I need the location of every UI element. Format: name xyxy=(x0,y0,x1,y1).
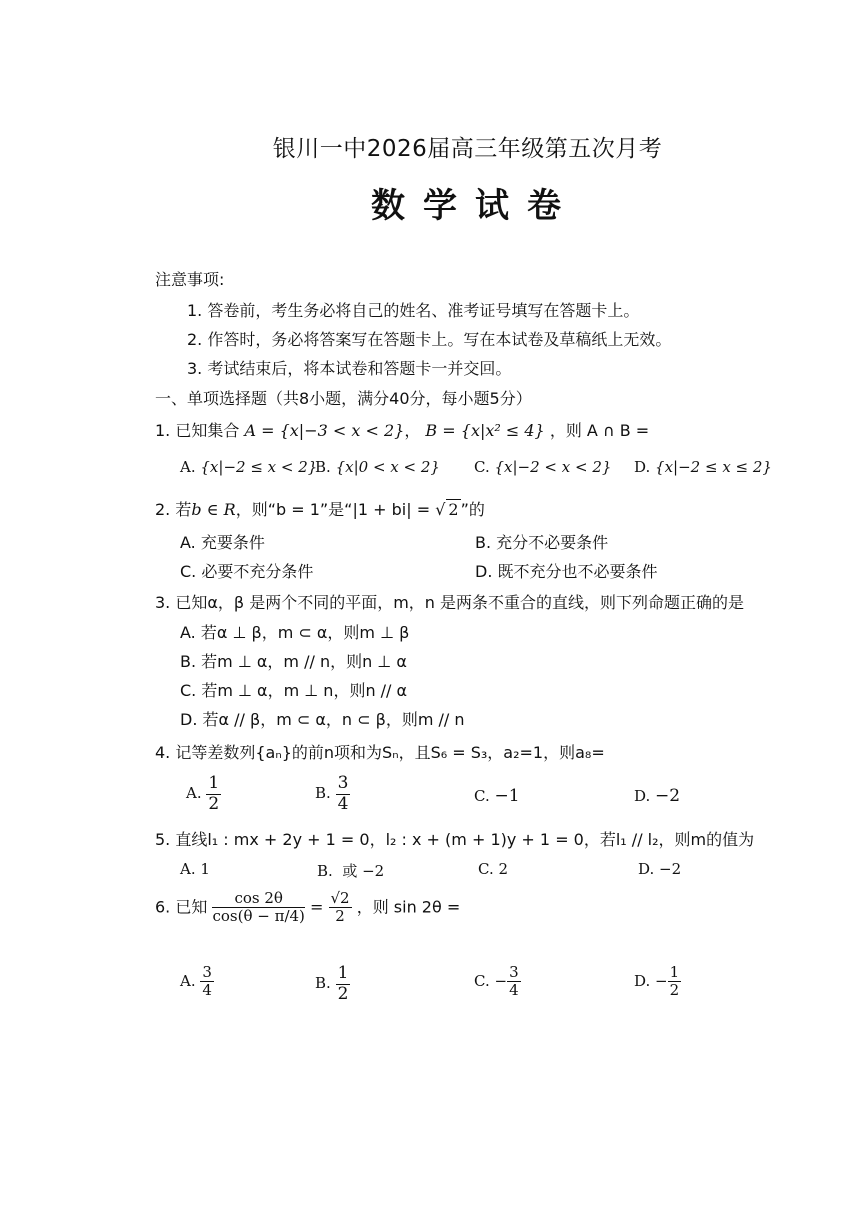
sqrt-value: 2 xyxy=(448,500,459,519)
fraction-denominator: cos(θ − π/4) xyxy=(212,907,305,926)
condition: b ∈ R xyxy=(191,500,236,519)
option-text: −1 xyxy=(494,786,520,806)
option-d[interactable] xyxy=(634,786,680,806)
option-text: 既不充分也不必要条件 xyxy=(497,562,658,581)
option-label: C. xyxy=(474,971,490,990)
option-label: B. xyxy=(317,862,333,880)
option-c[interactable] xyxy=(478,860,508,878)
option-a[interactable] xyxy=(180,860,210,878)
option-d[interactable] xyxy=(180,707,465,730)
question-text: ，则 sin 2θ = xyxy=(356,897,461,917)
question-text: 已知α，β 是两个不同的平面，m，n 是两条不重合的直线，则下列命题正确的是 xyxy=(175,593,745,612)
question-number: 3. xyxy=(155,593,171,612)
option-d[interactable] xyxy=(634,964,681,1000)
option-a[interactable] xyxy=(180,530,265,553)
question-number: 5. xyxy=(155,830,171,849)
question-1: 1. 已知集合 A = {x|−3 < x < 2}， B = {x|x² ≤ 4} ，则 A ∩ B = xyxy=(155,421,650,440)
question-text: 直线l₁ : mx + 2y + 1 = 0，l₂ : x + (m + 1)y + 1 = 0，若l₁ // l₂，则m的值为 xyxy=(175,830,755,849)
option-d[interactable] xyxy=(475,559,658,582)
question-number: 2. xyxy=(155,500,171,519)
option-text: 若m ⊥ α，m // n，则n ⊥ α xyxy=(201,652,407,671)
option-text: {x|−2 < x < 2} xyxy=(494,458,612,476)
option-text: {x|0 < x < 2} xyxy=(335,458,440,476)
option-d[interactable] xyxy=(638,860,681,878)
option-label: C. xyxy=(180,681,197,700)
option-label: D. xyxy=(638,860,655,878)
exam-title: 银川一中2026届高三年级第五次月考 xyxy=(272,136,663,162)
question-number: 1. xyxy=(155,421,171,440)
question-text: 若 xyxy=(175,500,192,519)
option-label: C. xyxy=(474,458,490,476)
sqrt-sign: √ xyxy=(435,500,446,519)
option-sign: − xyxy=(655,971,668,990)
option-a[interactable] xyxy=(180,458,317,476)
option-sign: − xyxy=(494,971,508,990)
fraction-numerator: 3 xyxy=(202,963,212,981)
set-a: A = {x|−3 < x < 2} xyxy=(244,421,405,440)
section-heading: 一、单项选择题（共8小题，满分40分，每小题5分） xyxy=(155,389,532,408)
fraction xyxy=(336,774,351,814)
option-label: D. xyxy=(475,562,493,581)
option-b[interactable] xyxy=(315,774,350,814)
option-a[interactable] xyxy=(180,964,214,1000)
question-text: ，则“b = 1”是“|1 + bi| = xyxy=(235,500,431,519)
option-b[interactable] xyxy=(315,964,350,1004)
notice-item: 1. 答卷前，考生务必将自己的姓名、准考证号填写在答题卡上。 xyxy=(187,301,640,320)
option-text: 若α // β，m ⊂ α，n ⊂ β，则m // n xyxy=(202,710,465,729)
option-label: C. xyxy=(474,787,490,805)
option-text: 若α ⊥ β，m ⊂ α，则m ⊥ β xyxy=(200,623,410,642)
option-label: B. xyxy=(475,533,492,552)
question-ask: ，则 A ∩ B = xyxy=(549,421,650,440)
option-a[interactable] xyxy=(186,774,221,814)
option-text: −2 xyxy=(655,786,681,806)
exam-subtitle: 数学试卷 xyxy=(371,186,579,226)
option-label: D. xyxy=(634,971,651,990)
option-d[interactable] xyxy=(634,458,772,476)
fraction xyxy=(336,964,351,1004)
option-text: 若m ⊥ α，m ⊥ n，则n // α xyxy=(201,681,408,700)
fraction-numerator: 1 xyxy=(669,963,680,981)
fraction-numerator: 3 xyxy=(509,963,519,981)
option-text: 必要不充分条件 xyxy=(201,562,314,581)
notice-item: 2. 作答时，务必将答案写在答题卡上。写在本试卷及草稿纸上无效。 xyxy=(187,330,672,349)
option-b[interactable] xyxy=(315,458,440,476)
option-label: A. xyxy=(180,533,196,552)
option-b[interactable] xyxy=(317,860,384,881)
fraction-denominator: 4 xyxy=(202,981,212,1000)
option-text: {x|−2 ≤ x ≤ 2} xyxy=(655,458,772,476)
option-label: A. xyxy=(180,458,196,476)
question-number: 6. xyxy=(155,897,171,917)
notice-heading: 注意事项: xyxy=(155,270,225,289)
question-6 xyxy=(155,890,460,926)
fraction xyxy=(200,964,214,1000)
set-b: B = {x|x² ≤ 4} xyxy=(425,421,545,440)
fraction xyxy=(212,890,304,926)
fraction xyxy=(206,774,221,814)
option-label: B. xyxy=(315,784,331,803)
option-label: B. xyxy=(315,458,331,476)
fraction xyxy=(329,890,352,926)
question-text: ”的 xyxy=(460,500,485,519)
option-c[interactable] xyxy=(474,786,520,806)
fraction-denominator: 2 xyxy=(337,983,349,1004)
fraction-denominator: 4 xyxy=(509,981,519,1000)
option-label: A. xyxy=(186,784,202,803)
fraction-numerator: 1 xyxy=(337,963,349,983)
equals-sign: = xyxy=(310,897,324,917)
option-text: 2 xyxy=(498,860,509,878)
option-c[interactable] xyxy=(474,458,611,476)
option-label: A. xyxy=(180,860,196,878)
option-label: A. xyxy=(180,971,196,990)
fraction xyxy=(668,964,682,1000)
option-label: B. xyxy=(315,974,331,993)
question-2 xyxy=(155,497,485,520)
fraction-numerator: 3 xyxy=(337,773,349,793)
question-text: 记等差数列{aₙ}的前n项和为Sₙ，且S₆ = S₃，a₂=1，则a₈= xyxy=(175,743,605,762)
option-label: D. xyxy=(634,458,651,476)
question-3 xyxy=(155,590,744,613)
question-text: 已知 xyxy=(175,897,208,917)
option-text: 1 xyxy=(200,860,210,878)
option-label: C. xyxy=(180,562,197,581)
option-label: C. xyxy=(478,860,494,878)
option-c[interactable] xyxy=(180,559,313,582)
question-5 xyxy=(155,827,754,850)
option-b[interactable] xyxy=(180,649,407,672)
option-label: B. xyxy=(180,652,197,671)
fraction-denominator: 2 xyxy=(335,907,345,926)
option-label: D. xyxy=(180,710,198,729)
option-c[interactable] xyxy=(180,678,407,701)
option-text: 或 −2 xyxy=(342,862,385,880)
question-4 xyxy=(155,740,605,763)
notice-item: 3. 考试结束后，将本试卷和答题卡一并交回。 xyxy=(187,359,512,378)
question-text: 已知集合 xyxy=(175,421,240,440)
option-text: {x|−2 ≤ x < 2} xyxy=(200,458,318,476)
fraction xyxy=(507,964,521,1000)
fraction-numerator: √2 xyxy=(330,889,350,907)
option-text: 充要条件 xyxy=(200,533,265,552)
option-b[interactable] xyxy=(475,530,608,553)
fraction-denominator: 2 xyxy=(208,793,220,814)
option-text: −2 xyxy=(659,860,682,878)
fraction-numerator: cos 2θ xyxy=(212,890,304,908)
option-c[interactable] xyxy=(474,964,521,1000)
option-label: D. xyxy=(634,787,651,805)
fraction-numerator: 1 xyxy=(208,773,220,793)
option-a[interactable] xyxy=(180,620,409,643)
option-text: 充分不必要条件 xyxy=(496,533,609,552)
option-label: A. xyxy=(180,623,196,642)
fraction-denominator: 2 xyxy=(669,981,680,1000)
fraction-denominator: 4 xyxy=(337,793,349,814)
question-number: 4. xyxy=(155,743,171,762)
